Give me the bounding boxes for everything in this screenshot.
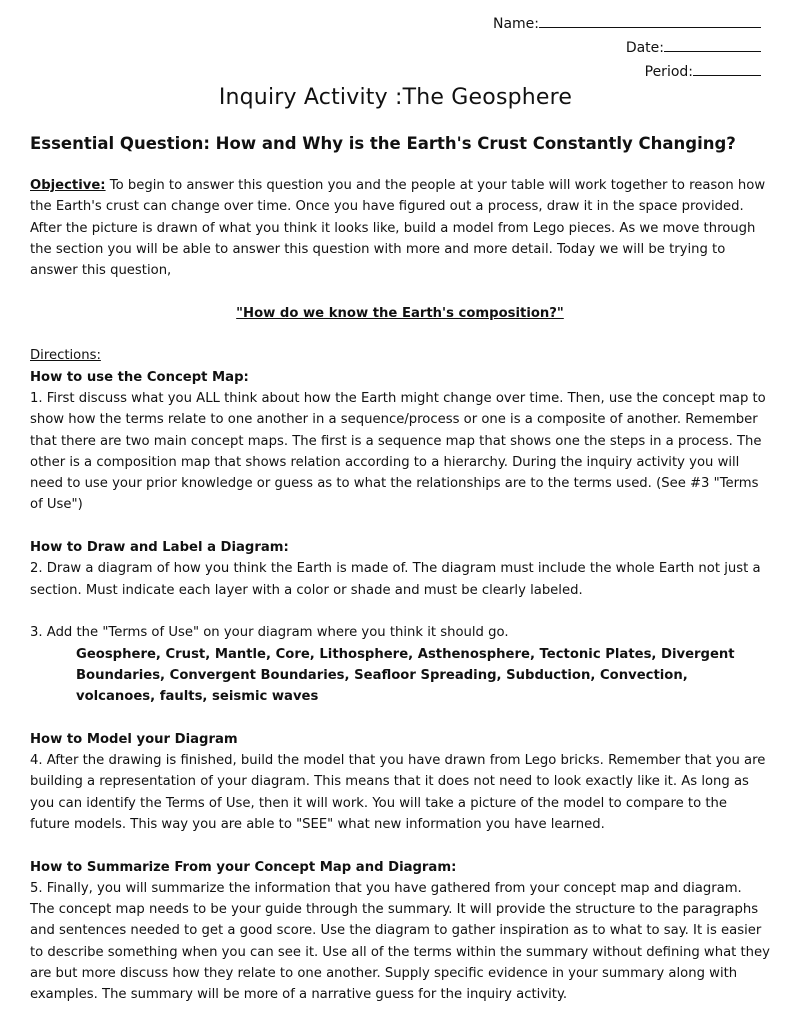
model-heading: How to Model your Diagram	[30, 731, 238, 747]
model-text: 4. After the drawing is finished, build the model that you have drawn from Lego bricks. Remember that you are building a representation of your diagram. This means that it does not need to look exactly like it. As long as you can identify the Terms of Use, then it will work. You will take a picture of the model to compare to the future models. This way you are able to "SEE" what new information you have learned.	[30, 753, 766, 832]
diagram-heading: How to Draw and Label a Diagram:	[30, 540, 289, 556]
page-title: Inquiry Activity :The Geosphere	[218, 85, 573, 110]
date-label: Date:	[625, 40, 664, 56]
name-blank-line[interactable]	[539, 12, 761, 28]
objective-label: Objective:	[30, 178, 106, 193]
period-label: Period:	[644, 64, 693, 80]
diagram-text: 2. Draw a diagram of how you think the Earth is made of. The diagram must include the whole Earth not just a section. Must indicate each layer with a color or shade and must be clearly labeled.	[30, 561, 761, 598]
objective-paragraph	[30, 175, 770, 281]
concept-map-text: 1. First discuss what you ALL think about how the Earth might change over time. Then, use the concept map to show how the terms relate to one another in a sequence/process or one is a composite of another. Remember that there are two main concept maps. The first is a sequence map that shows one the steps in a process. The other is a composition map that shows relation according to a hierarchy. During the inquiry activity you will need to use your prior knowledge or guess as to what the relationships are to the terms used. (See #3 "Terms of Use")	[30, 390, 766, 513]
directions-label: Directions:	[30, 348, 101, 364]
terms-instruction: 3. Add the "Terms of Use" on your diagram where you think it should go.	[30, 625, 509, 641]
terms-of-use-list: Geosphere, Crust, Mantle, Core, Lithosphere, Asthenosphere, Tectonic Plates, Divergent Boundaries, Convergent Boundaries, Seafloor Spreading, Subduction, Convection, volcanoes, faults, seismic waves	[76, 646, 735, 705]
date-field-row	[626, 36, 761, 58]
name-field-row	[493, 12, 761, 34]
essential-question: Essential Question: How and Why is the Earth's Crust Constantly Changing?	[30, 134, 736, 153]
objective-text: To begin to answer this question you and the people at your table will work together to reason how the Earth's crust can change over time. Once you have figured out a process, draw it in the space provided. After the picture is drawn of what you think it looks like, build a model from Lego pieces. As we move through the section you will be able to answer this question with more and more detail. Today we will be trying to answer this question,	[30, 178, 766, 279]
focus-question: "How do we know the Earth's composition?"	[236, 305, 564, 321]
period-blank-line[interactable]	[693, 60, 761, 76]
summarize-text: 5. Finally, you will summarize the information that you have gathered from your concept map and diagram. The concept map needs to be your guide through the summary. It will provide the structure to the paragraphs and sentences needed to get a good score. Use the diagram to gather inspiration as to what to say. It is easier to describe something when you can see it. Use all of the terms within the summary without defining what they are but more discuss how they relate to one another. Supply specific evidence in your summary along with examples. The summary will be more of a narrative guess for the inquiry activity.	[30, 880, 770, 1003]
summarize-heading: How to Summarize From your Concept Map and Diagram:	[30, 859, 457, 875]
period-field-row	[645, 60, 761, 82]
concept-map-heading: How to use the Concept Map:	[30, 369, 249, 385]
name-label: Name:	[492, 16, 539, 32]
document-body	[30, 175, 770, 1006]
date-blank-line[interactable]	[664, 36, 761, 52]
